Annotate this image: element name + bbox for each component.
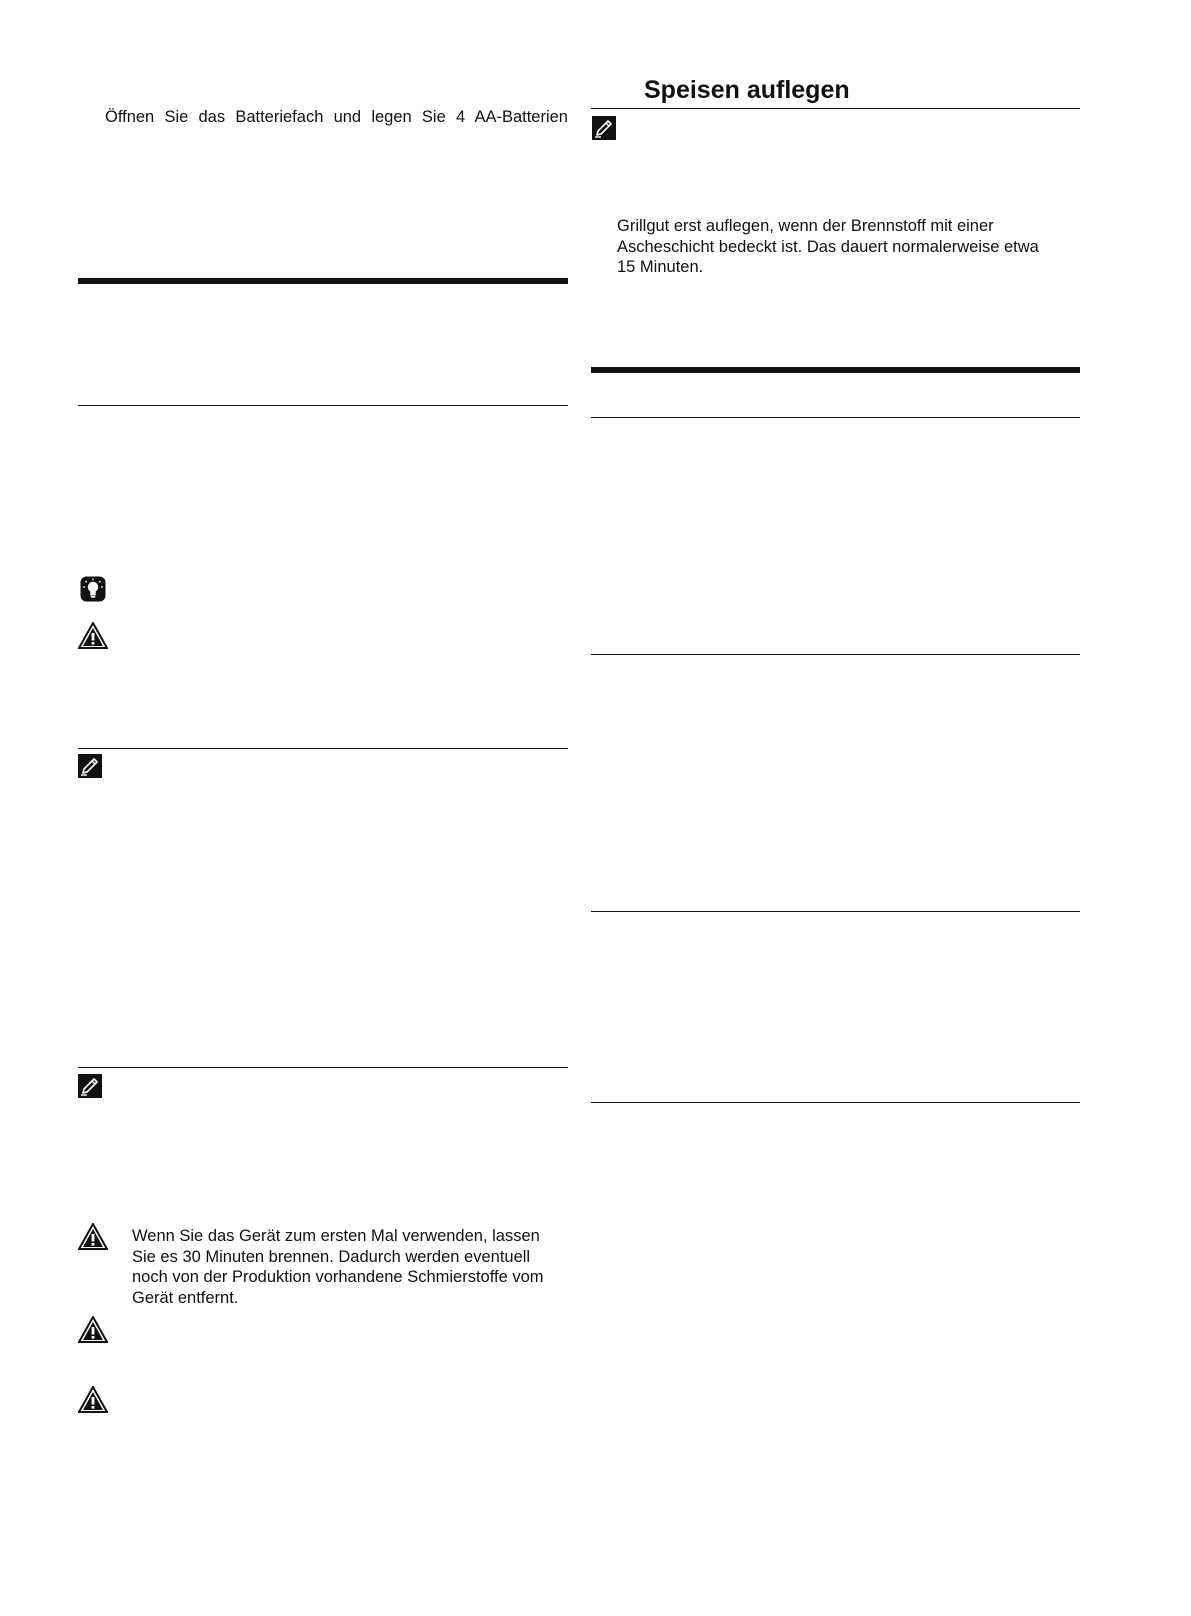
section-heading-speisen-auflegen: Speisen auflegen <box>644 76 850 104</box>
first-use-warning-line: noch von der Produktion vorhandene Schmierstoffe vom <box>132 1268 544 1286</box>
grill-note-line: 15 Minuten. <box>617 258 704 276</box>
first-use-warning-line: Sie es 30 Minuten brennen. Dadurch werden eventuell <box>132 1247 531 1266</box>
section-divider-right-1 <box>591 417 1080 418</box>
warning-triangle-icon <box>78 622 108 649</box>
section-divider-right-3 <box>591 911 1080 912</box>
lightbulb-tip-icon <box>80 576 106 602</box>
warning-triangle-icon <box>78 1386 108 1413</box>
grill-note-line: Grillgut erst auflegen, wenn der Brennstoff mit einer <box>617 217 994 235</box>
section-divider-thick-left <box>78 278 568 284</box>
note-pencil-icon <box>78 754 102 778</box>
section-divider-left-3 <box>78 1067 568 1068</box>
grill-note-line: Ascheschicht bedeckt ist. Das dauert normalerweise etwa <box>617 237 1039 256</box>
section-divider-right-4 <box>591 1102 1080 1103</box>
section-divider-left-2 <box>78 748 568 749</box>
first-use-warning-line: Wenn Sie das Gerät zum ersten Mal verwenden, lassen <box>132 1227 540 1245</box>
note-pencil-icon <box>592 116 616 140</box>
section-divider-right-2 <box>591 654 1080 655</box>
note-pencil-icon <box>78 1074 102 1098</box>
first-use-warning-line: Gerät entfernt. <box>132 1288 239 1307</box>
warning-triangle-icon <box>78 1316 108 1343</box>
section-divider-thick-right <box>591 367 1080 373</box>
first-use-warning-text <box>132 1226 572 1308</box>
warning-triangle-icon <box>78 1223 108 1250</box>
heading-underline-right <box>591 108 1080 109</box>
grill-note-text <box>617 216 1082 278</box>
section-divider-left-1 <box>78 405 568 406</box>
battery-instruction-text: Öffnen Sie das Batteriefach und legen Sie 4 AA-Batterien <box>105 108 568 126</box>
